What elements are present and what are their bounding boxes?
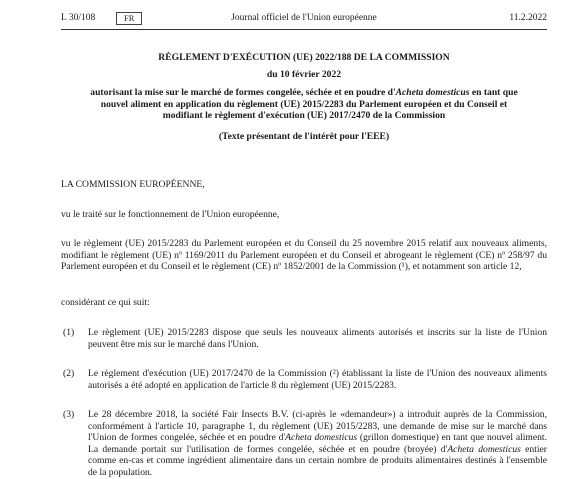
recital-text-a: Le 28 décembre 2018, la société Fair Insects B.V. (ci-après le «demandeur») a introduit auprès de la Commission, conformément à l'article 10, paragraphe 1, du règlement (UE) 2015/2283, une demande de mise sur le marché dans l'Union de formes congelée, séchée et en poudre d' <box>88 409 547 444</box>
publication-date: 11.2.2022 <box>509 13 547 23</box>
whereas-intro: considérant ce qui suit: <box>61 297 150 308</box>
recital-number: (1) <box>63 327 75 338</box>
language-badge: FR <box>116 12 142 25</box>
page-header <box>61 13 547 27</box>
citation-regulation: vu le règlement (UE) 2015/2283 du Parlement européen et du Conseil du 25 novembre 2015 relatif aux nouveaux aliments, modifiant le règlement (UE) nº 1169/2011 du Parlement européen et du Conseil et abrogeant le règlement (CE) nº 258/97 du Parlement européen et du Conseil et le règlement (CE) nº 1852/2001 de la Commission (¹), et notamment son article 12, <box>61 238 547 273</box>
journal-title: Journal officiel de l'Union européenne <box>231 13 377 23</box>
recital-species-2: Acheta domesticus <box>447 443 521 455</box>
subject-species: Acheta domesticus <box>395 87 470 98</box>
recital-text-c: entier comme en-cas et comme ingrédient alimentaire dans un certain nombre de produits alimentaires destinés à l'ensemble de la population. <box>88 443 547 478</box>
commission-heading: LA COMMISSION EUROPÉENNE, <box>61 179 205 190</box>
citation-treaty: vu le traité sur le fonctionnement de l'Union européenne, <box>61 209 280 220</box>
recital-text-b: (grillon domestique) en tant que nouvel aliment. La demande portait sur l'utilisation de formes congelée, séchée et en poudre (broyée) d' <box>88 432 547 455</box>
recital-text: Le règlement (UE) 2015/2283 dispose que seuls les nouveaux aliments autorisés et inscrits sur la liste de l'Union peuvent être mis sur le marché dans l'Union. <box>88 327 547 350</box>
recital-number: (3) <box>63 409 75 420</box>
recital-text <box>88 409 547 479</box>
header-divider <box>61 29 547 30</box>
regulation-title: RÈGLEMENT D'EXÉCUTION (UE) 2022/188 DE LA COMMISSION <box>158 52 450 63</box>
subject-part1: autorisant la mise sur le marché de formes congelée, séchée et en poudre d' <box>90 87 396 98</box>
page-reference: L 30/108 <box>61 13 96 23</box>
recital-number: (2) <box>63 368 75 379</box>
eee-note: (Texte présentant de l'intérêt pour l'EEE) <box>218 131 390 142</box>
regulation-subject <box>80 87 528 122</box>
recital-text: Le règlement d'exécution (UE) 2017/2470 de la Commission (²) établissant la liste de l'Union des nouveaux aliments autorisés a été adopté en application de l'article 8 du règlement (UE) 2015/2283. <box>88 368 547 391</box>
recital-species: Acheta domesticus <box>285 432 358 444</box>
regulation-date: du 10 février 2022 <box>266 69 342 80</box>
subject-part2: en tant que nouvel aliment en application du règlement (UE) 2015/2283 du Parlement européen et du Conseil et modifiant le règlement d'exécution (UE) 2017/2470 de la Commission <box>100 87 518 122</box>
